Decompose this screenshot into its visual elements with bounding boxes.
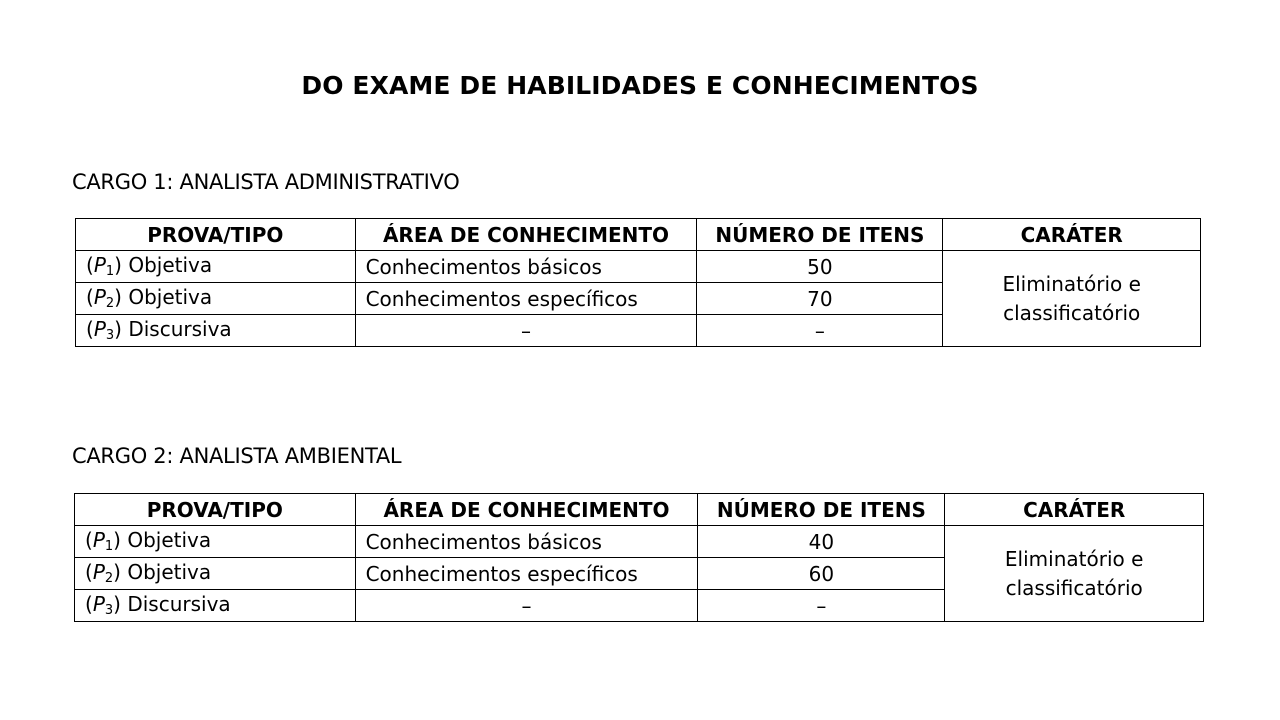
prova-index: 2 bbox=[105, 296, 115, 311]
area-cell: Conhecimentos específicos bbox=[355, 283, 697, 315]
prova-letter: P bbox=[92, 560, 105, 584]
carater-line-1: Eliminatório e bbox=[1002, 271, 1141, 296]
carater-cell bbox=[945, 526, 1204, 622]
prova-letter: P bbox=[93, 285, 106, 309]
prova-index: 2 bbox=[104, 571, 114, 586]
header-numero-itens: NÚMERO DE ITENS bbox=[697, 219, 943, 251]
header-area-conhecimento: ÁREA DE CONHECIMENTO bbox=[355, 219, 697, 251]
prova-letter: P bbox=[92, 592, 105, 616]
prova-letter: P bbox=[93, 253, 106, 277]
prova-tipo-cell: $(P_1)$ Objetiva bbox=[75, 526, 356, 558]
exam-table-cargo-1 bbox=[75, 218, 1201, 347]
area-cell: Conhecimentos básicos bbox=[355, 251, 697, 283]
exam-table-cargo-2 bbox=[74, 493, 1204, 622]
itens-cell: 60 bbox=[698, 558, 945, 590]
area-cell: Conhecimentos específicos bbox=[355, 558, 698, 590]
table-row bbox=[75, 526, 1204, 558]
table-header-row bbox=[76, 219, 1201, 251]
header-prova-tipo: PROVA/TIPO bbox=[75, 494, 356, 526]
prova-tipo: Objetiva bbox=[128, 285, 213, 309]
prova-index: 1 bbox=[105, 264, 115, 279]
area-cell: – bbox=[355, 590, 698, 622]
prova-tipo: Objetiva bbox=[127, 528, 212, 552]
itens-cell: 40 bbox=[698, 526, 945, 558]
prova-tipo-cell: $(P_3)$ Discursiva bbox=[76, 315, 356, 347]
carater-cell bbox=[943, 251, 1201, 347]
header-area-conhecimento: ÁREA DE CONHECIMENTO bbox=[355, 494, 698, 526]
prova-tipo-cell: $(P_3)$ Discursiva bbox=[75, 590, 356, 622]
prova-letter: P bbox=[93, 317, 106, 341]
prova-index: 3 bbox=[104, 603, 114, 618]
table-header-row bbox=[75, 494, 1204, 526]
area-cell: Conhecimentos básicos bbox=[355, 526, 698, 558]
itens-cell: – bbox=[698, 590, 945, 622]
page-title: DO EXAME DE HABILIDADES E CONHECIMENTOS bbox=[301, 71, 979, 100]
prova-tipo: Objetiva bbox=[128, 253, 213, 277]
header-carater: CARÁTER bbox=[945, 494, 1204, 526]
prova-tipo-cell: $(P_2)$ Objetiva bbox=[76, 283, 356, 315]
prova-index: 3 bbox=[105, 328, 115, 343]
carater-line-1: Eliminatório e bbox=[1004, 546, 1144, 571]
header-prova-tipo: PROVA/TIPO bbox=[76, 219, 356, 251]
itens-cell: 50 bbox=[697, 251, 943, 283]
carater-line-2: classificatório bbox=[1003, 300, 1141, 325]
prova-index: 1 bbox=[104, 539, 114, 554]
prova-tipo-cell: $(P_1)$ Objetiva bbox=[76, 251, 356, 283]
itens-cell: 70 bbox=[697, 283, 943, 315]
itens-cell: – bbox=[697, 315, 943, 347]
cargo-heading: CARGO 1: ANALISTA ADMINISTRATIVO bbox=[72, 170, 460, 194]
prova-tipo: Discursiva bbox=[128, 317, 232, 341]
header-carater: CARÁTER bbox=[943, 219, 1201, 251]
prova-letter: P bbox=[92, 528, 105, 552]
prova-tipo: Objetiva bbox=[127, 560, 212, 584]
cargo-heading: CARGO 2: ANALISTA AMBIENTAL bbox=[72, 444, 402, 468]
header-numero-itens: NÚMERO DE ITENS bbox=[698, 494, 945, 526]
prova-tipo: Discursiva bbox=[127, 592, 231, 616]
table-row bbox=[76, 251, 1201, 283]
prova-tipo-cell: $(P_2)$ Objetiva bbox=[75, 558, 356, 590]
area-cell: – bbox=[355, 315, 697, 347]
carater-line-2: classificatório bbox=[1005, 575, 1143, 600]
